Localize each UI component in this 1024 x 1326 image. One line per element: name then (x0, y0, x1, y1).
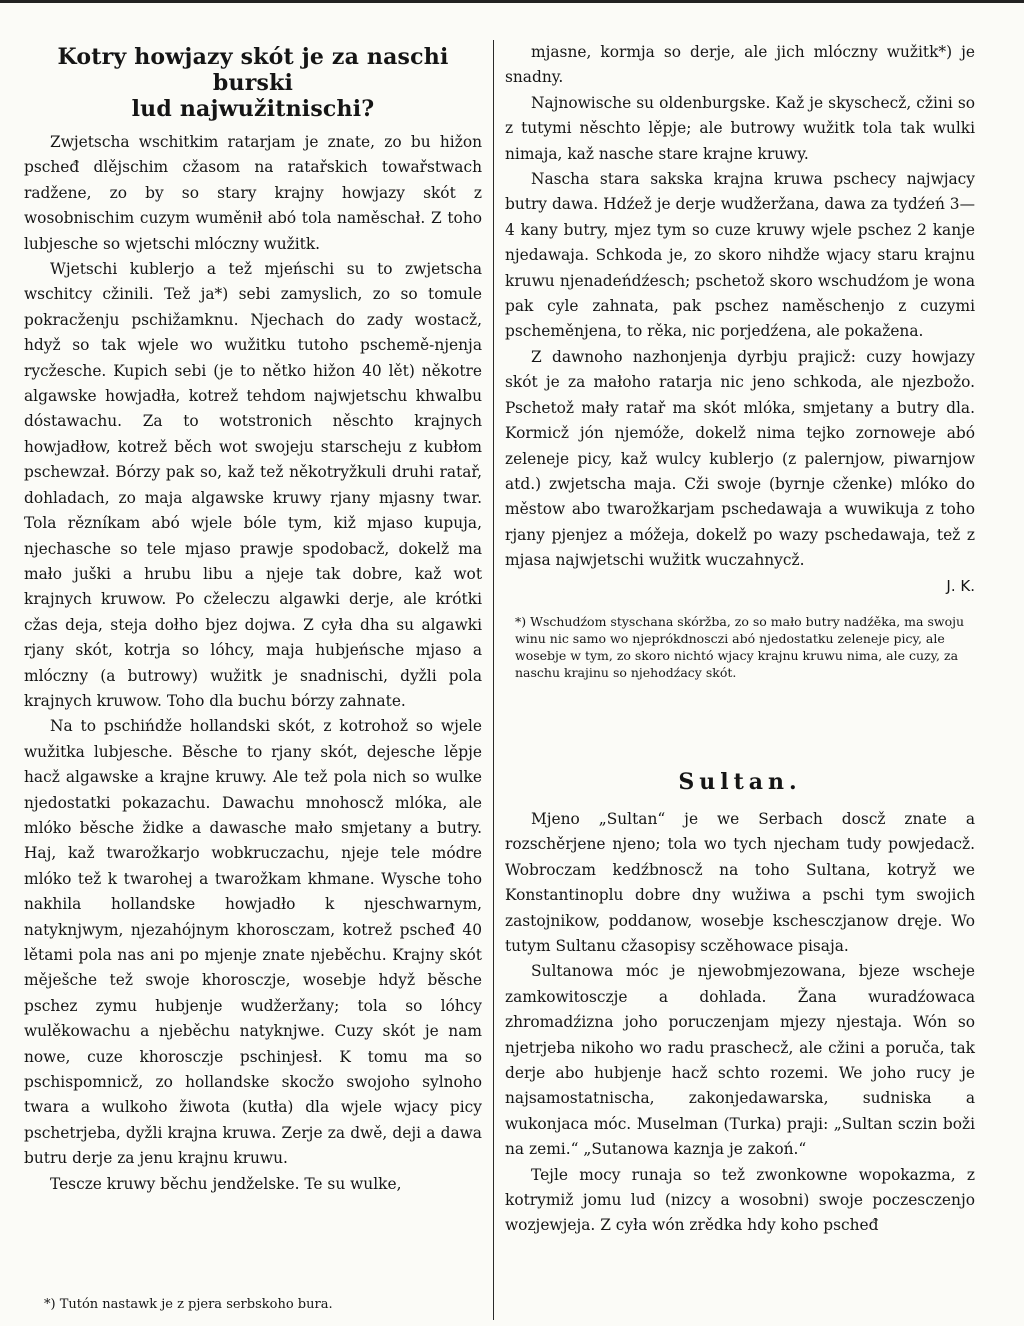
paragraph: Sultanowa móc je njewobmjezowana, bjeze wscheje zamkowitosczje a dohlada. Žana wuradźowaca zhromadźizna joho poruczenjam mjezy njestaja. Wón so njetrjeba nikoho wo radu praschecž, ale cžini a poruča, tak derje abo hubjenje hacž schto rozemi. We joho rucy je najsamostatnischa, zakonjedawarska, sudniska a wukonjaca móc. Muselman (Turka) praji: „Sultan sczin boži na zemi.“ „Sutanowa kaznja je zakoń.“ (505, 962, 975, 1159)
left-column (24, 40, 482, 1197)
footnote-left: *) Tutón nastawk je z pjera serbskoho bura. (44, 1297, 333, 1312)
footnote-right-block (505, 613, 975, 681)
paragraph: Tescze kruwy běchu jendželske. Te su wulke, (50, 1174, 402, 1193)
title-line-1: Kotry howjazy skót je za naschi burski (57, 44, 449, 96)
paragraph: Zwjetscha wschitkim ratarjam je znate, zo bu hižon pscheđ dlějschim cžasom na ratařskich towařstwach radžene, zo by so stary krajny howjazy skót z wosobnischim cuzym wuměnił abó tola naměschał. Z toho lubjesche so wjetschi mlóczny wužitk. (24, 133, 482, 253)
paragraph: Na to pschińdže hollandski skót, z kotrohož so wjele wužitka lubjesche. Běsche to rjany skót, dejesche lěpje hacž algawske a krajne kruwy. Ale tež pola nich so wulke njedostatki pokazachu. Dawachu mnohoscž mlóka, ale mlóko běsche židke a dawasche mało smjetany a butry. Haj, kaž twarožkarjo wobkruczachu, njeje tele módre mlóko tež k twarohej a twarožkam khmane. Wysche toho nakhila hollandske howjadło k njeschwarnym, natyknjwym, njezahójnym khorosczam, kotrež pscheđ 40 lětami pola nas ani po mjenje znate njeběchu. Krajny skót měješche tež swoje khorosczje, wosebje hdyž běsche pschez zymu hubjenje wudžeržany; tola so lóhcy wulěkowachu a njeběchu natyknjwe. Cuzy skót je nam nowe, cuze khorosczje pschinjesł. K tomu ma so pschispomnicž, zo hollandske skocžo swojoho sylnoho twara a wulkoho žiwota (kutła) dla wjele wjacy picy pschetrjeba, dyžli krajna kruwa. Zerje za dwě, deji a dawa butru derje za jenu krajnu kruwu. (24, 717, 482, 1168)
paragraph: Mjeno „Sultan“ je we Serbach doscž znate a rozschěrjene njeno; tola wo tych njecham tudy powjedacž. Wobroczam kedźbnoscž na toho Sultana, kotryž we Konstantinoplu dobre dny wužiwa a pschi tym swojich zastojnikow, poddanow, wosebje kschesczjanow dręje. Wo tutym Sultanu cžasopisy sczěhowace pisaja. (505, 809, 975, 955)
paragraph: Tejle mocy runaja so tež zwonkowne wopokazma, z kotrymiž jomu lud (nizcy a wosobni) swoje poczesczenjo wozjewjeja. Z cyła wón zrědka hdy koho pscheđ (505, 1165, 975, 1235)
title-line-2: lud najwužitnischi? (131, 96, 375, 122)
section-title-sultan: Sultan. (678, 768, 802, 795)
article-title (24, 44, 482, 122)
paragraph: mjasne, kormja so derje, ale jich mlóczny wužitk*) je snadny. (505, 43, 975, 87)
author-signature: J. K. (946, 576, 975, 595)
footnote-right: *) Wschudźom styschana skóržba, zo so mało butry nadźěka, ma swoju winu nic samo wo njeprókdnosczi abó njedostatku zeleneje picy, ale wosebje w tym, zo skoro nichtó wjacy krajnu kruwu nima, ale cuzy, za naschu krajinu so njehodźacy skót. (515, 613, 965, 680)
paragraph: Z dawnoho nazhonjenja dyrbju prajicž: cuzy howjazy skót je za małoho ratarja nic jeno schkoda, ale njezbožo. Pschetož mały ratař ma skót mlóka, smjetany a butry dla. Kormicž jón njemóže, dokelž nima tejko zornoweje abó zeleneje picy, kaž wulcy kublerjo (z palernjow, piwarnjow atd.) zwjetscha maja. Cži swoje (byrnje cženke) mlóko do městow abo twarožkarjam pschedawaja a wuwikuja z toho rjany pjenjez a móžeja, dokelž po wazy pschedawaja, tež z mjasa najwjetschi wužitk wuczahnycž. (505, 347, 975, 570)
column-divider (493, 40, 494, 1320)
paragraph: Nascha stara sakska krajna kruwa pschecy najwjacy butry dawa. Hdźež je derje wudžeržana, dawa za tydźeń 3—4 kany butry, mjez tym so cuze kruwy wjele pschez 2 kanje njedawaja. Schkoda je, zo skoro nihdže wjacy staru krajnu kruwu njenadeńdźesch; pschetož skoro wschudźom je wona pak cyle zahnata, pak pschez naměschenjo z cuzymi pscheměnjena, to rěka, nic porjedźena, ale pokažena. (505, 170, 975, 341)
paragraph: Najnowische su oldenburgske. Kaž je skyschecž, cžini so z tutymi něschto lěpje; ale butrowy wužitk tola tak wulki nimaja, kaž nasche stare krajne kruwy. (505, 93, 975, 163)
right-column (505, 40, 975, 1239)
paragraph: Wjetschi kublerjo a tež mjeńschi su to zwjetscha wschitcy cžinili. Tež ja*) sebi zamyslich, zo so tomule pokracženju pschižamknu. Njechach do zady wostacž, hdyž so tak wjele wo wužitku tutoho pschemě-njenja rycžesche. Kupich sebi (je to nětko hižon 40 lět) někotre algawske howjadła, kotrež tehdom najwjetschu khwalbu dóstawachu. Za to wotstronich něschto krajnych howjadłow, kotrež běch wot swojeju starscheju z kubłom pschewzał. Bórzy pak so, kaž tež někotryžkuli druhi ratař, dohladach, zo maja algawske kruwy rjany mjasny twar. Tola rězníkam abó wjele bóle tym, kiž mjaso kupuja, njechasche so tele mjaso prawje spodobacž, dokelž ma mało juški a hrubu libu a njeje tak dobre, kaž wot krajnych kruwow. Po cželeczu algawki derje, ale krótki cžas deja, steja dołho bjez dojwa. Z cyła dha su algawki rjany skót, kotrja so lóhcy, maja hubjeńsche mjaso a mlóczny (a butrowy) wužitk je snadnischi, dyžli pola krajnych kruwow. Toho dla buchu bórzy zahnate. (24, 260, 482, 710)
top-rule (0, 0, 1024, 3)
